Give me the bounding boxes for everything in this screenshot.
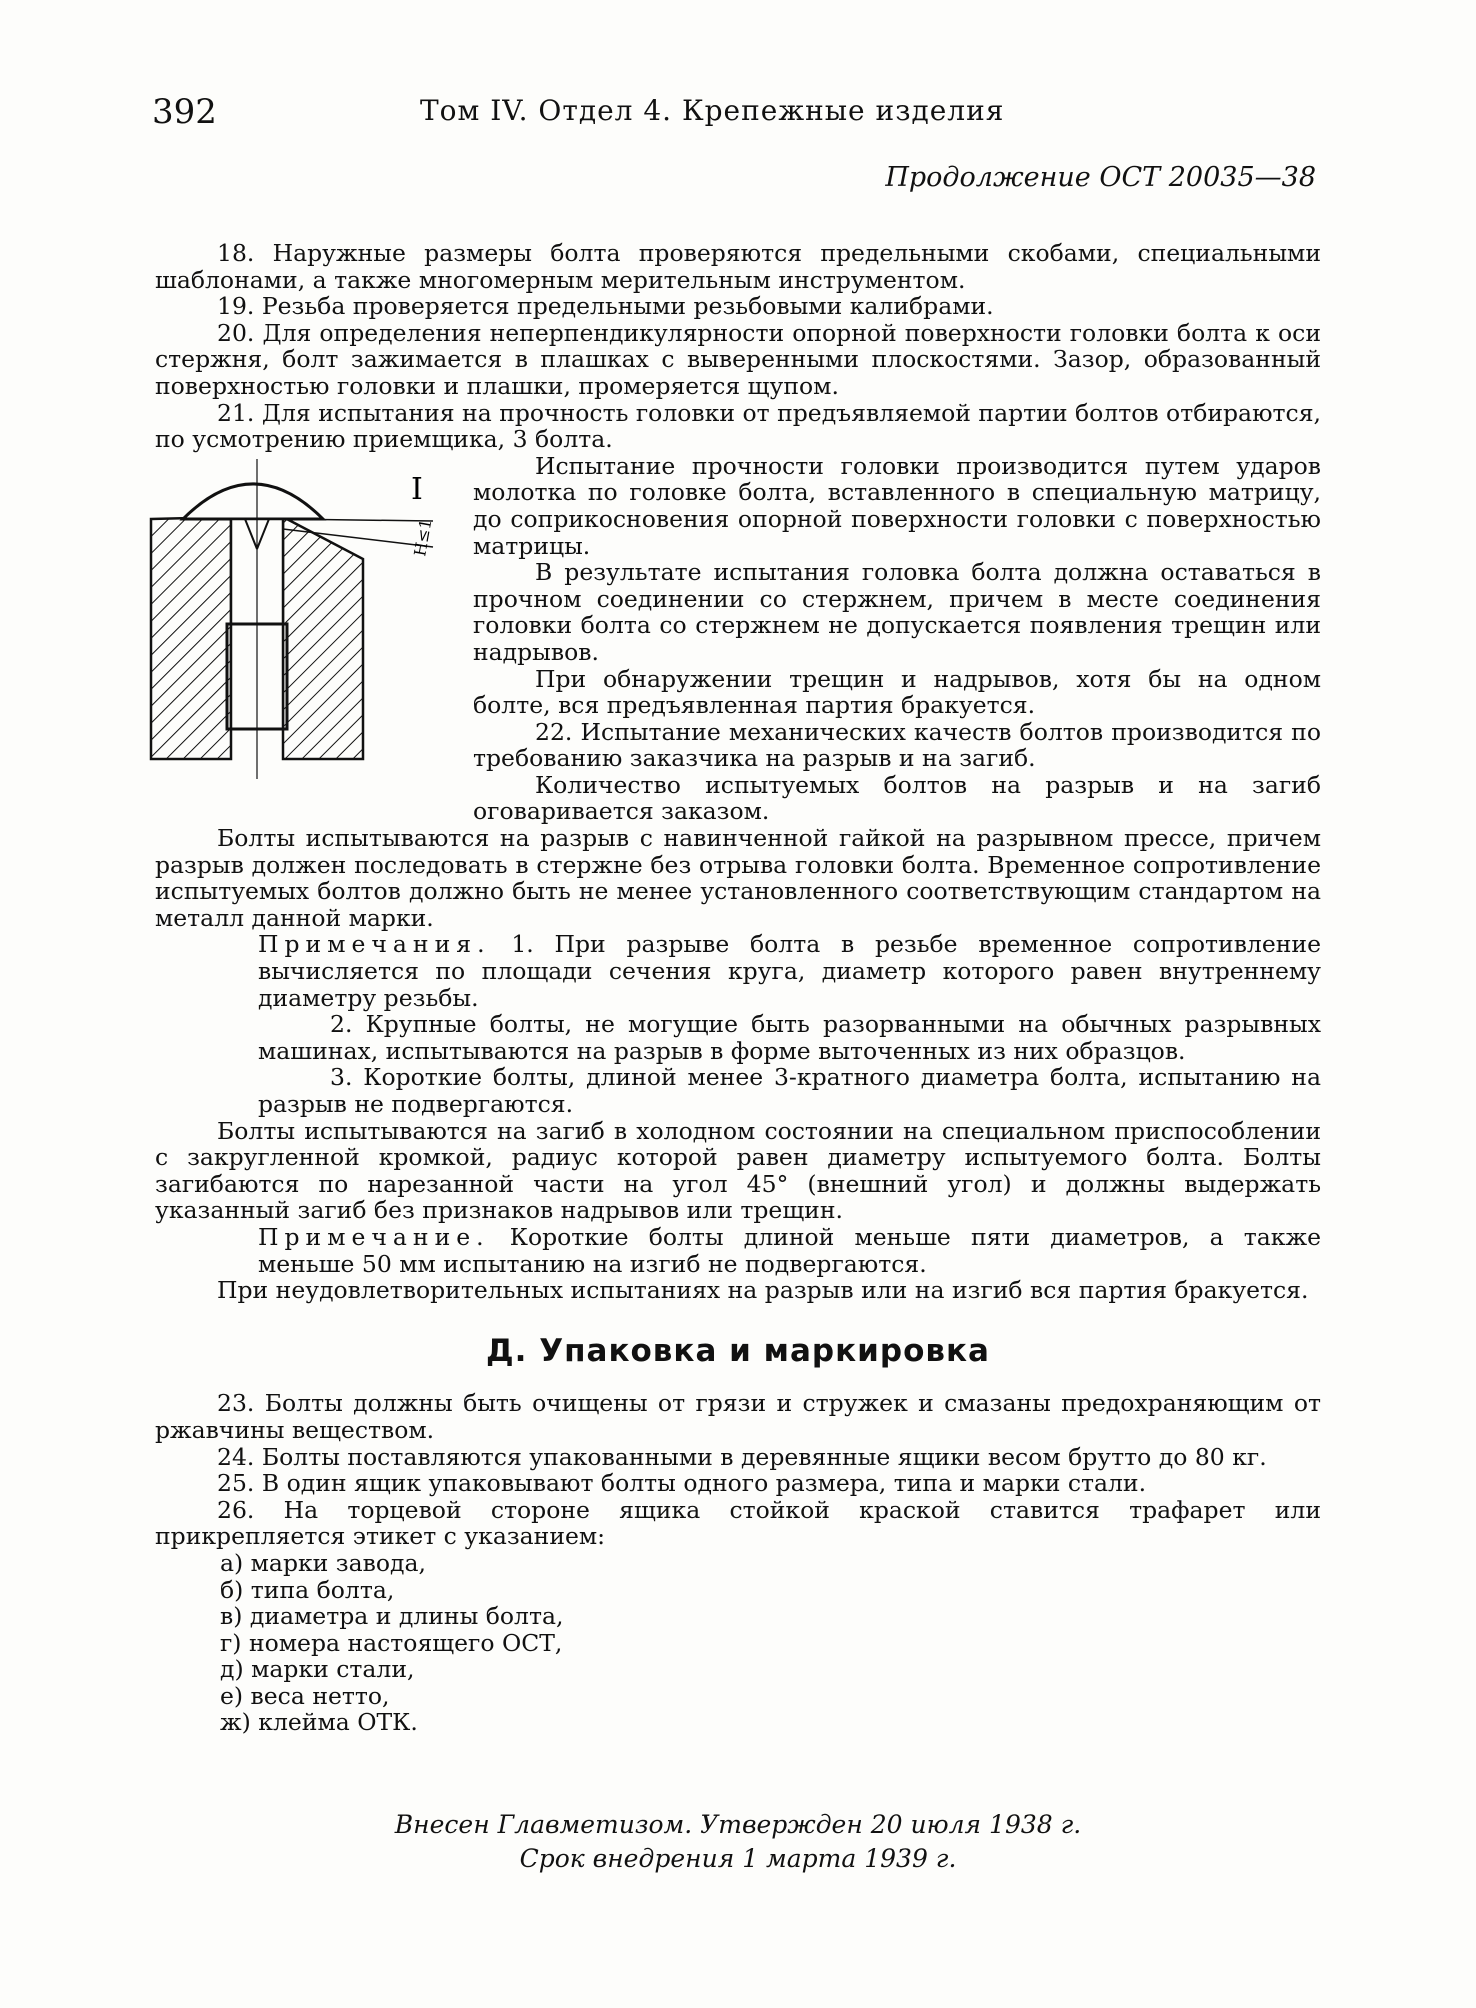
paragraph-20: 20. Для определения неперпендикулярности опорной поверхности головки болта к оси стержня, болт зажимается в плашках с выверенными плоскостями. Зазор, образованный поверхностью головки и плашки, промеряется щупом.	[155, 318, 1321, 400]
list-item: а) марки завода,	[220, 1548, 426, 1577]
section-title: Д. Упаковка и маркировка	[486, 1332, 990, 1369]
paragraph-22: 22. Испытание механических качеств болтов производится по требованию заказчика на разрыв и на загиб.	[473, 717, 1321, 773]
paragraph-21: 21. Для испытания на прочность головки от предъявляемой партии болтов отбираются, по усмотрению приемщика, 3 болта.	[155, 398, 1321, 454]
paragraph-23: 23. Болты должны быть очищены от грязи и стружек и смазаны предохраняющим от ржавчины веществом.	[155, 1389, 1321, 1444]
bolt-head-test-figure	[143, 459, 443, 779]
note-2: 2. Крупные болты, не могущие быть разорванными на обычных разрывных машинах, испытываются на разрыв в форме выточенных из них образцов.	[258, 1010, 1321, 1065]
list-item: е) веса нетто,	[220, 1681, 390, 1710]
approval-footer	[0, 1808, 1476, 1876]
note-1: 1. При разрыве болта в резьбе временное сопротивление вычисляется по площади сечения круга, диаметр которого равен внутреннему диаметру резьбы.	[258, 930, 1321, 1012]
paragraph-24: 24. Болты поставляются упакованными в деревянные ящики весом брутто до 80 кг.	[217, 1442, 1267, 1471]
page-number: 392	[152, 92, 217, 132]
list-item: д) марки стали,	[220, 1655, 415, 1684]
paragraph-26: 26. На торцевой стороне ящика стойкой краской ставится трафарет или прикрепляется этикет с указанием:	[155, 1495, 1321, 1551]
tension-test-text: Болты испытываются на разрыв с навинченной гайкой на разрывном прессе, причем разрыв должен последовать в стержне без отрыва головки болта. Временное сопротивление испытуемых болтов должно быть не менее установленного соответствующим стандартом на металл данной марки.	[155, 824, 1321, 932]
quantity-text: Количество испытуемых болтов на разрыв и на загиб оговаривается заказом.	[473, 770, 1321, 826]
bend-note-block	[155, 1224, 1321, 1277]
list-item: б) типа болта,	[220, 1575, 395, 1604]
matrix-left-section	[151, 517, 231, 759]
notes-block	[155, 931, 1321, 1011]
note-label: Примечание.	[258, 1222, 490, 1251]
head-result-text: В результате испытания головка болта должна оставаться в прочном соединении со стержнем, причем в месте соединения головки болта со стержнем не допускается появления трещин или надрывов.	[473, 558, 1321, 666]
list-item: в) диаметра и длины болта,	[220, 1602, 564, 1631]
footer-line-2: Срок внедрения 1 марта 1939 г.	[519, 1844, 957, 1873]
reject-text: При обнаружении трещин и надрывов, хотя бы на одном болте, вся предъявленная партия бракуется.	[473, 664, 1321, 720]
bend-note: Короткие болты длиной меньше пяти диаметров, а также меньше 50 мм испытанию на изгиб не подвергаются.	[258, 1222, 1321, 1278]
list-item: ж) клейма ОТК.	[220, 1708, 418, 1737]
head-test-text: Испытание прочности головки производится путем ударов молотка по головке болта, вставленного в специальную матрицу, до соприкосновения опорной поверхности головки с поверхностью матрицы.	[473, 451, 1321, 560]
paragraph-19: 19. Резьба проверяется предельными резьбовыми калибрами.	[217, 292, 994, 321]
bend-test-text: Болты испытываются на загиб в холодном состоянии на специальном приспособлении с закругленной кромкой, радиус которой равен диаметру испытуемого болта. Болты загибаются по нарезанной части на угол 45° (внешний угол) и должны выдержать указанный загиб без признаков надрывов или трещин.	[155, 1116, 1321, 1225]
figure-label-h: H≤1	[410, 517, 436, 558]
matrix-right-section	[283, 517, 363, 759]
paragraph-18: 18. Наружные размеры болта проверяются предельными скобами, специальными шаблонами, а также многомерным мерительным инструментом.	[155, 239, 1321, 294]
list-item: г) номера настоящего ОСТ,	[220, 1628, 563, 1657]
paragraph-25: 25. В один ящик упаковывают болты одного размера, типа и марки стали.	[217, 1469, 1147, 1498]
note-3: 3. Короткие болты, длиной менее 3-кратного диаметра болта, испытанию на разрыв не подвергаются.	[258, 1063, 1321, 1118]
continuation-label: Продолжение ОСТ 20035—38	[885, 162, 1316, 193]
notes-label: Примечания.	[258, 930, 491, 959]
running-title: Том IV. Отдел 4. Крепежные изделия	[420, 94, 1005, 127]
bolt-head	[183, 484, 323, 519]
figure-side-text	[473, 453, 1321, 825]
body-text	[155, 240, 1321, 1736]
unsatisfactory-text: При неудовлетворительных испытаниях на разрыв или на изгиб вся партия бракуется.	[217, 1276, 1309, 1305]
footer-line-1: Внесен Главметизом. Утвержден 20 июля 1938 г.	[394, 1810, 1082, 1839]
marking-list	[220, 1550, 1321, 1736]
figure-label-i: I	[411, 471, 423, 507]
